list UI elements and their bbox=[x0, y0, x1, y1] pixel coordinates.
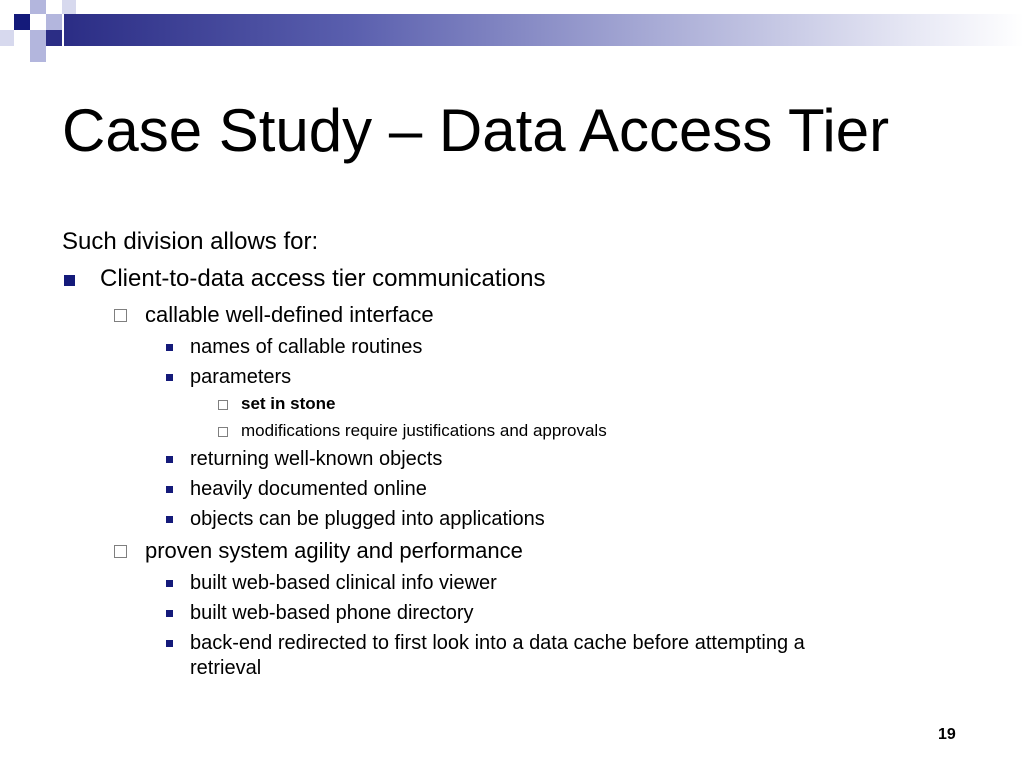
header-square bbox=[0, 30, 14, 46]
bullet-parameters: parameters bbox=[190, 366, 292, 388]
square-bullet-icon bbox=[166, 486, 173, 493]
header-square bbox=[14, 14, 30, 30]
header-gradient-bar bbox=[64, 14, 1024, 46]
bullet-names-routines: names of callable routines bbox=[190, 336, 423, 358]
bullet-callable-interface: callable well-defined interface bbox=[145, 302, 434, 327]
header-square bbox=[62, 0, 76, 14]
hollow-square-bullet-icon bbox=[218, 400, 228, 410]
intro-text: Such division allows for: bbox=[62, 228, 319, 255]
bullet-backend-line2: retrieval bbox=[190, 657, 262, 679]
bullet-returning-objects: returning well-known objects bbox=[190, 448, 443, 470]
header-square bbox=[30, 30, 46, 46]
square-bullet-icon bbox=[166, 516, 173, 523]
bullet-backend-line1: back-end redirected to first look into a data cache before attempting a bbox=[190, 632, 805, 654]
hollow-square-bullet-icon bbox=[218, 427, 228, 437]
square-bullet-icon bbox=[166, 610, 173, 617]
header-square bbox=[46, 30, 62, 46]
bullet-agility: proven system agility and performance bbox=[145, 538, 523, 563]
slide-title: Case Study – Data Access Tier bbox=[62, 97, 890, 164]
square-bullet-icon bbox=[166, 344, 173, 351]
bullet-plugged: objects can be plugged into applications bbox=[190, 508, 545, 530]
bullet-client-comm: Client-to-data access tier communications bbox=[100, 265, 546, 292]
header-square bbox=[30, 0, 46, 14]
bullet-clinical-viewer: built web-based clinical info viewer bbox=[190, 572, 497, 594]
square-bullet-icon bbox=[64, 275, 75, 286]
square-bullet-icon bbox=[166, 456, 173, 463]
square-bullet-icon bbox=[166, 640, 173, 647]
bullet-modifications: modifications require justifications and approvals bbox=[241, 421, 607, 440]
hollow-square-bullet-icon bbox=[114, 545, 127, 558]
square-bullet-icon bbox=[166, 580, 173, 587]
bullet-phone-directory: built web-based phone directory bbox=[190, 602, 474, 624]
bullet-documented: heavily documented online bbox=[190, 478, 427, 500]
page-number: 19 bbox=[938, 726, 956, 743]
bullet-set-in-stone: set in stone bbox=[241, 394, 336, 413]
hollow-square-bullet-icon bbox=[114, 309, 127, 322]
header-square bbox=[46, 14, 62, 30]
header-square bbox=[30, 46, 46, 62]
square-bullet-icon bbox=[166, 374, 173, 381]
